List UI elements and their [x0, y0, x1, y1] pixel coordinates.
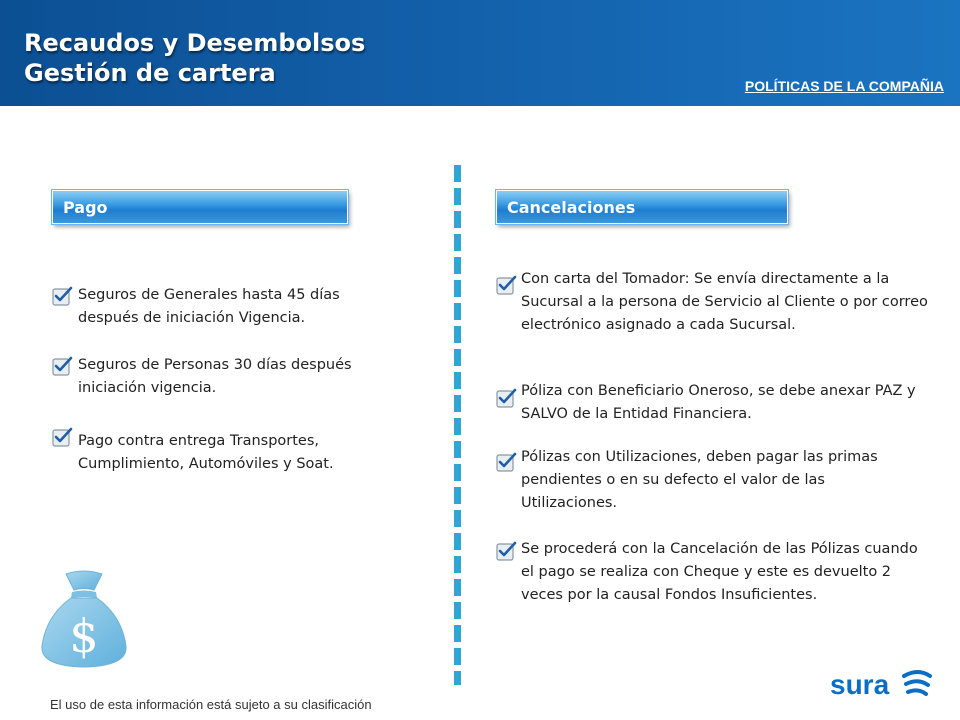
- pago-item: Seguros de Personas 30 días después iniciación vigencia.: [78, 357, 352, 396]
- checkbox-checked-icon: [52, 285, 72, 305]
- cancelaciones-item: Pólizas con Utilizaciones, deben pagar las primas pendientes o en su defecto el valor de las Utilizaciones.: [521, 449, 878, 511]
- header-bar: [0, 0, 960, 106]
- cancelaciones-banner: Cancelaciones: [496, 190, 788, 224]
- svg-text:$: $: [69, 609, 99, 663]
- checkbox-checked-icon: [52, 426, 72, 446]
- logo-text: sura: [830, 669, 890, 700]
- cancelaciones-item: Póliza con Beneficiario Oneroso, se debe anexar PAZ y SALVO de la Entidad Financiera.: [521, 383, 916, 422]
- column-divider: [454, 165, 461, 685]
- checkbox-checked-icon: [496, 540, 516, 560]
- cancelaciones-item: Con carta del Tomador: Se envía directamente a la Sucursal a la persona de Servicio al Cliente o por correo electrónico asignado a cada Sucursal.: [521, 271, 928, 333]
- page-title: [24, 28, 365, 88]
- checkbox-checked-icon: [52, 355, 72, 375]
- checkbox-checked-icon: [496, 274, 516, 294]
- checkbox-checked-icon: [496, 451, 516, 471]
- title-line-1: Recaudos y Desembolsos: [24, 29, 366, 57]
- sura-logo: [830, 664, 934, 708]
- policies-link[interactable]: POLÍTICAS DE LA COMPAÑIA: [744, 78, 944, 94]
- cancelaciones-item: Se procederá con la Cancelación de las Pólizas cuando el pago se realiza con Cheque y este es devuelto 2 veces por la causal Fondos Insuficientes.: [521, 541, 918, 603]
- pago-item: Seguros de Generales hasta 45 días después de iniciación Vigencia.: [78, 287, 340, 326]
- checkbox-checked-icon: [496, 387, 516, 407]
- pago-banner: Pago: [52, 190, 348, 224]
- footer-note: El uso de esta información está sujeto a su clasificación: [50, 697, 372, 712]
- pago-item: Pago contra entrega Transportes, Cumplimiento, Automóviles y Soat.: [78, 433, 334, 472]
- title-line-2: Gestión de cartera: [24, 59, 276, 87]
- money-bag-icon: [36, 568, 132, 676]
